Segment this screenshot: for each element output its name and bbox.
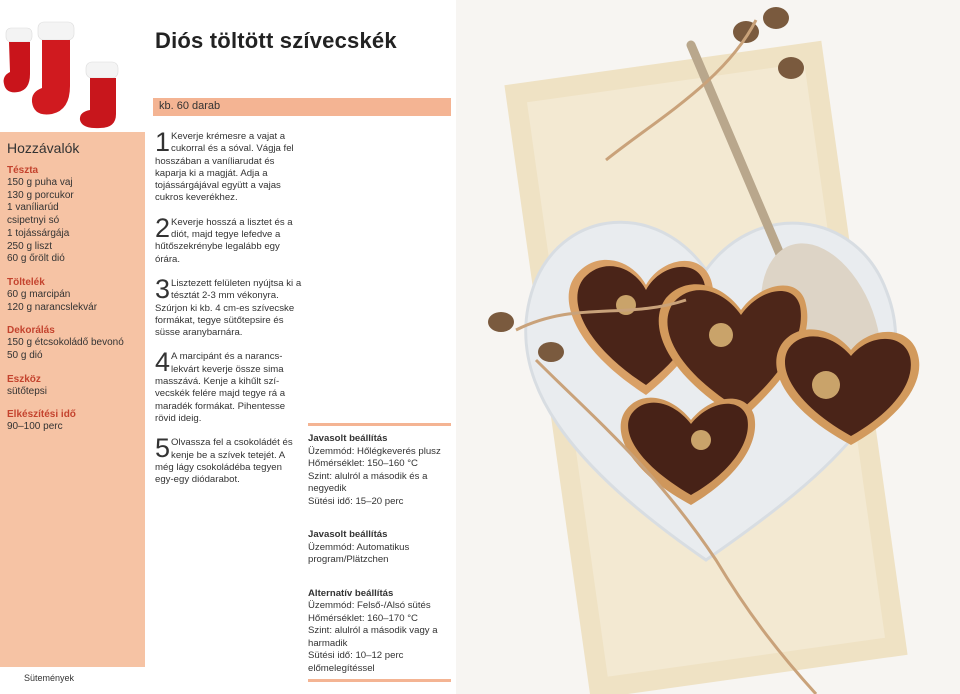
settings-line: Szint: alulról a második és a negyedik [308,470,428,494]
ingredient-item: 1 vaníliarúd [7,202,59,214]
step-text: Keverje hosszá a lisztet és a diót, majd tegye lefedve a hűtőszekrénybe legalább egy órára. [155,216,293,265]
oven-settings [308,423,451,682]
settings-line: Üzemmód: Automatikus program/Plätzchen [308,541,410,565]
settings-block [308,522,451,567]
settings-title: Alternatív beállítás [308,587,394,599]
ingredient-section-title: Tészta [7,165,39,176]
step-number: 3 [155,273,171,304]
ingredient-item: 150 g puha vaj [7,177,73,188]
step-number: 2 [155,212,171,243]
servings-bar [153,98,451,116]
settings-line: Sütési idő: 15–20 perc [308,495,404,507]
step-number: 4 [155,347,171,378]
ingredient-section-title: Dekorálás [7,325,55,337]
step-text: A marcipánt és a narancs-lekvárt keverje össze sima masszává. Kenje a kihűlt szí-vecskék felére majd tegye rá a maradék formákat. Pihentesse rövid ideig. [155,351,286,424]
ingredient-item: 250 g liszt [7,240,53,252]
ingredient-section-title: Eszköz [7,373,41,385]
ingredient-section-title: Töltelék [7,276,45,288]
ingredient-item: 60 g őrölt dió [7,253,65,265]
step [155,433,303,486]
settings-line: Üzemmód: Hőlégkeverés plusz [308,445,441,457]
step-text: Olvassza fel a csokoládét és kenje be a szívek tetejét. A még lágy csokoládéba tegyen egy-egy diódarabot. [155,437,293,486]
settings-title: Javasolt beállítás [308,433,388,444]
ingredients-heading: Hozzávalók [7,140,80,156]
ingredient-item: 1 tojássárgája [7,227,70,239]
step [155,273,303,339]
settings-block [308,581,451,676]
step [155,212,303,266]
cookie-photo [456,0,960,694]
step-number: 5 [155,433,171,464]
ingredient-item: sütőtepsi [7,385,48,397]
stocking-icon [32,22,74,115]
ingredient-section-title: Elkészítési idő [7,409,76,421]
step [155,347,303,425]
chapter-footer: Sütemények [24,673,75,683]
settings-line: Hőmérséklet: 150–160 °C [308,458,418,469]
ingredient-item: 60 g marcipán [7,288,71,300]
ingredients-panel [0,132,145,667]
ingredient-item: 130 g porcukor [7,189,74,201]
step-text: Keverje krémesre a vajat a cukorral és a sóval. Vágja fel hosszában a vaníliarudat és kaparja ki a magját. Adja a tojássárgájával együtt a vajas cukros keverékhez. [155,131,294,204]
step-text: Lisztezett felületen nyújtsa ki a tésztát 2-3 mm vékonyra. Szúrjon ki kb. 4 cm-es szívecske formákat, tegye sütőtepsire és süsse aranybarnára. [155,277,302,339]
ingredient-item: csipetnyi só [7,215,60,227]
settings-divider [308,679,451,682]
settings-line: Sütési idő: 10–12 perc [308,650,404,661]
servings-count: kb. 60 darab [159,100,221,112]
stocking-icon [80,62,118,128]
settings-line: Üzemmód: Felső-/Alsó sütés [308,600,431,611]
ingredient-item: 150 g étcsokoládő bevonó [7,337,124,349]
christmas-stockings-illustration [0,18,135,130]
settings-block [308,426,451,508]
ingredient-item: 120 g narancslekvár [7,301,98,313]
step [155,127,303,205]
ingredient-item: 90–100 perc [7,421,63,433]
preparation-steps [155,127,303,486]
settings-title: Javasolt beállítás [308,529,388,540]
recipe-title: Diós töltött szívecskék [155,28,397,53]
settings-line: Hőmérséklet: 160–170 °C [308,612,418,624]
settings-line: Szint: alulról a második vagy a harmadik [308,625,438,649]
settings-line: előmelegítéssel [308,662,375,674]
stocking-icon [4,28,32,92]
step-number: 1 [155,127,171,157]
ingredient-item: 50 g dió [7,350,43,362]
